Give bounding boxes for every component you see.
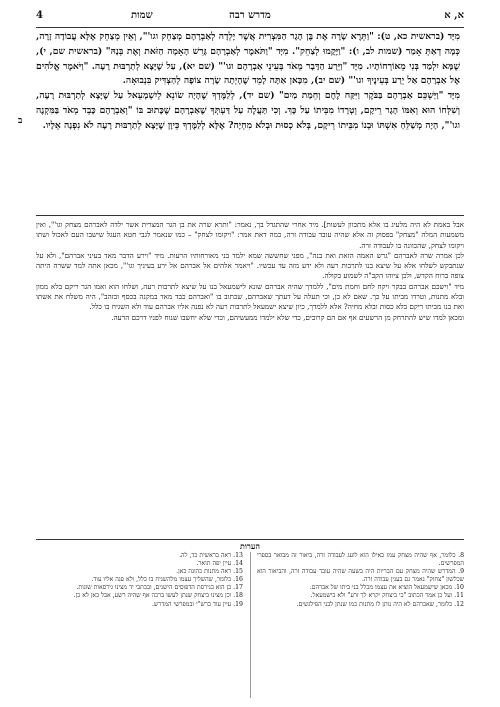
margin-marker: ב [18, 116, 23, 126]
book-title: מדרש רבה [229, 10, 271, 21]
note-item: 17. כן הוא בגירסת הדפוסים הישנים, ובכתבי יד מצינו גירסאות שונות. [76, 584, 243, 592]
note-item: 8. כלומר, אף שהיה מצחק עמו כאילו הוא לועג לעבודה זרה, ביאור זה מבואר בספרי המפרשים. [257, 552, 464, 568]
commentary-paragraph-1: אבל באמת לא היה מלעיג בו אלא מתכוון לעשות]. מיד אחרי שהתגדל בך, נאמר: "ותרא שרה את בן הגר המצרית אשר ילדה לאברהם מצחק וגו'", ואין משמעות המלה "מצחק" בפסוק זה אלא שהיה עובד עבודה זרה, כמה דאת אמר: "ויקומו לצחק" – כמו שנאמר לגבי חטא העגל שישבו העם לאכול ושתו ויקומו לצחק, שהכוונה בו לעבודה זרה. [36, 220, 464, 250]
note-item: 11. ועל כן אמר הכתוב "כי ביצחק יקרא לך זרע" ולא בישמעאל. [310, 592, 464, 600]
notes-rule [36, 539, 464, 540]
note-item: 16. כלומר, שהשליך עצמו מלהשגיח בו כלל, ולא פנה אליו עוד. [91, 576, 243, 584]
commentary-paragraph-3: מיד "וישכם אברהם בבקר ויקח לחם וחמת מים", ללמדך שהיה אברהם שונא לישמעאל בנו על שיצא לתרבות רעה, ושלחו הוא ואמו הגר ריקם בלא ממון ובלא מתנות, וטרדו מביתו על כך. שאם לא כן, וכי תעלה על דעתך שאברהם, שכתוב בו "ואברהם כבד מאד במקנה בכסף ובזהב", היה משלח את אשתו ואת בנו מביתו ריקם בלא כסות ובלא מחיה? אלא ללמדך, כיון שיצא ישמעאל לתרבות רעה לא נפנה אליו אברהם עוד ולא השגיח בו כלל. [36, 281, 464, 312]
parasha-title: שמות [131, 10, 153, 21]
notes-heading: הערות [240, 541, 260, 551]
header-rule [36, 27, 464, 28]
midrash-text [36, 30, 460, 212]
note-item: 9. המדרש שהיה מצחק עם הבריות היה בשעה שהיה עובד עבודה זרה, והביאור הוא שכלשון "צחוק" נאמר גם בענין עבודה זרה. [257, 568, 464, 584]
commentary-paragraph-4: ומכאן למדו שיש להתרחק מן הרשעים אף אם הם קרובים, כדי שלא ילמדו ממעשיהם, וכדי שלא יחשבו שנוח לפניו דרכם הרעה. [111, 312, 464, 322]
running-header [36, 10, 464, 26]
page-number: 4 [36, 10, 43, 21]
midrash-paragraph-1: מִיָּד (בראשית כא, ט): "וַתֵּרֶא שָׂרָה אֶת בֶּן הָגָר הַמִּצְרִית אֲשֶׁר יָלְדָה לְאַבְרָהָם מְצַחֵק וגו'", וְאֵין מְצַחֵק אֶלָּא עֲבוֹדָה זָרָה, כְּמָה דְאַתְּ אָמַר (שמות לב, ו): "וַיָּקֻמוּ לְצַחֵק". מִיָּד "וַתֹּאמֶר לְאַבְרָהָם גָּרֵשׁ הָאָמָה הַזֹּאת וְאֶת בְּנָהּ" (בראשית שם, י), שֶׁמָּא יִלְמַד בְּנִי מֵאוֹרְחוֹתָיו. מִיָּד "וַיֵּרַע הַדָּבָר מְאֹד בְּעֵינֵי אַבְרָהָם וגו'" (שם יא), עַל שֶׁיָּצָא לְתַרְבּוּת רָעָה. "וַיֹּאמֶר אֱלֹהִים אֶל אַבְרָהָם אַל יֵרַע בְּעֵינֶיךָ וגו'" (שם יב), מִכָּאן אַתָּה לָמֵד שֶׁהָיְתָה שָׂרָה צוֹפָה לְהַצְדִּיק בִּנְבוּאָה. [36, 31, 460, 87]
section-ref: א, א [444, 10, 464, 21]
note-item: 14. עיין יפה תואר. [196, 560, 243, 568]
commentary-paragraph-2: לכן אמרה שרה לאברהם "גרש האמה הזאת ואת בנה", מפני שחששה שמא ילמד בני מאורחותיו הרעות. מיד "וירע הדבר מאד בעיני אברהם", ולא על שנתבקש לשלחו אלא על שיצא בנו לתרבות רעה ולא ידע מזה עד עכשיו. "ויאמר אלהים אל אברהם אל ירע בעיניך וגו'", מכאן אתה למד ששרה היתה צופה ברוח הקדש, ולכן ציוהו הקב"ה לשמוע בקולה. [36, 250, 464, 281]
note-item: 12. כלומר, שאברהם לא היה נותן לו מתנות כמו שנתן לבני הפילגשים. [296, 600, 464, 608]
midrash-paragraph-2: מִיָּד "וַיַּשְׁכֵּם אַבְרָהָם בַּבֹּקֶר וַיִּקַּח לֶחֶם וְחֵמַת מַיִם" (שם יד), לְלַמֶּדְךָ שֶׁהָיָה שׂוֹנֵא לְיִשְׁמָעֵאל עַל שֶׁיָּצָא לְתַרְבּוּת רָעָה, וְשִׁלְּחוֹ הוּא וְאִמּוֹ הָגָר רֵיקָם, וְטְרָדוֹ מִבֵּיתוֹ עַל כָּךְ. וְכִי תַּעֲלֶה עַל דַּעְתְּךָ שֶׁאַבְרָהָם שֶׁכָּתוּב בּוֹ "וְאַבְרָהָם כָּבֵד מְאֹד בַּמִּקְנֶה וגו'", הָיָה מְשַׁלֵּחַ אִשְׁתּוֹ וּבְנוֹ מִבֵּיתוֹ רֵיקָם, בְּלֹא כְסוּת וּבְלֹא מִחְיָה? אֶלָּא לְלַמֶּדְךָ כֵּיוָן שֶׁיָּצָא לְתַרְבּוּת רָעָה לֹא נִפְנָה אֵלָיו. [36, 90, 460, 131]
midrash-rule [36, 215, 464, 216]
note-item: 13. ראה בראשית כד, לה. [179, 552, 243, 559]
note-item: 10. מכאן שישמעאל הוציא את עצמו מכלל בני ביתו של אברהם. [309, 584, 464, 592]
note-item: 15. ראה מתנות כהונה כאן. [176, 568, 243, 576]
note-item: 19. עיין עוד ברש"י ובמפרשי המדרש. [151, 600, 243, 608]
commentary-text [36, 220, 464, 538]
notes-section [36, 552, 464, 698]
note-item: 18. וכן מצינו ביצחק שנתן לעשו ברכה אף שהיה רשע, אבל כאן לא כן. [73, 592, 243, 600]
